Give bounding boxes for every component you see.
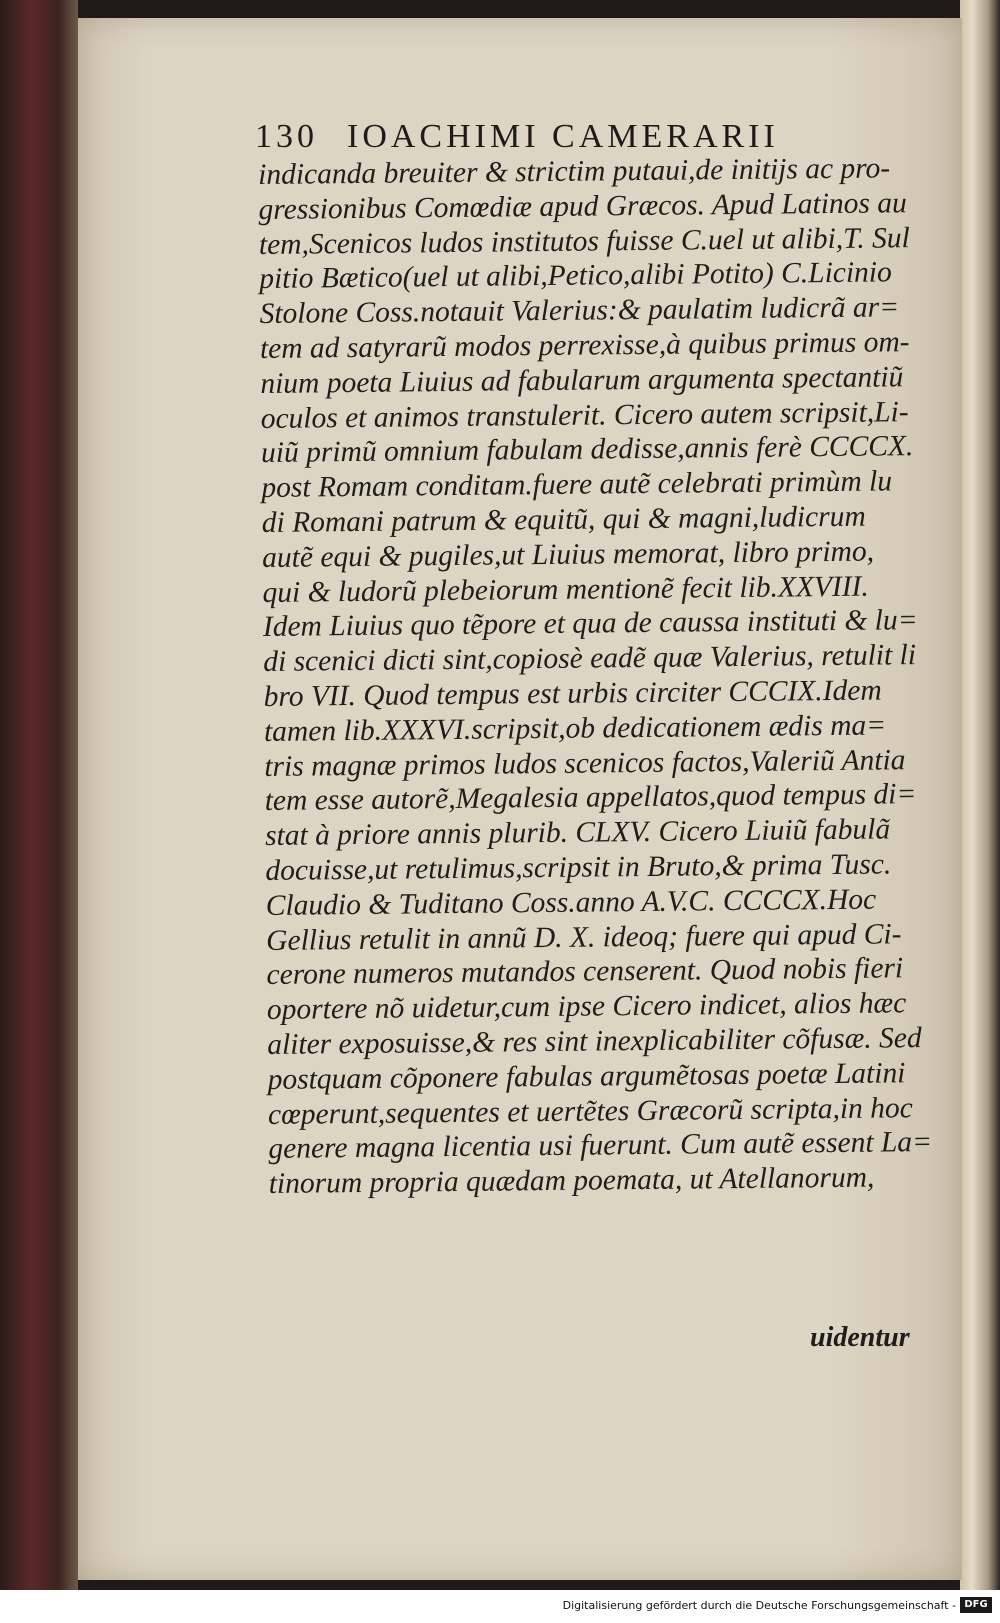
text-line: tem ad satyrarũ modos perrexisse,à quibus primus om‑ [259, 326, 910, 365]
text-line: tris magnæ primos ludos scenicos factos,Valeriũ Antia [264, 743, 906, 783]
page-number: 130 [255, 118, 318, 155]
text-line: cœperunt,sequentes et uertẽtes Græcorũ scripta,in hoc [267, 1091, 913, 1131]
text-line: postquam cõponere fabulas argumẽtosas poetæ Latini [267, 1056, 906, 1096]
running-title: IOACHIMI CAMERARII [347, 118, 779, 155]
text-line: post Romam conditam.fuere autẽ celebrati primùm lu [261, 465, 893, 505]
text-line: Gellius retulit in annũ D. X. ideoq; fuere qui apud Ci‑ [266, 917, 902, 957]
text-line: docuisse,ut retulimus,scripsit in Bruto,& prima Tusc. [265, 848, 892, 887]
text-line: autẽ equi & pugiles,ut Liuius memorat, libro primo, [262, 535, 875, 574]
text-line: genere magna licentia usi fuerunt. Cum autẽ essent La= [268, 1126, 933, 1166]
funding-credit: Digitalisierung gefördert durch die Deutsche Forschungsgemeinschaft - [562, 1599, 956, 1612]
page-fore-edge [960, 0, 1000, 1623]
text-line: indicanda breuiter & strictim putaui,de initijs ac pro‑ [258, 152, 891, 191]
text-line: Idem Liuius quo tẽpore et qua de caussa instituti & lu= [262, 604, 918, 644]
text-line: pitio Bætico(uel ut alibi,Petico,alibi Potito) C.Licinio [259, 256, 892, 296]
dfg-logo: DFG [960, 1597, 992, 1613]
text-line: cerone numeros mutandos censerent. Quod nobis fieri [266, 952, 904, 992]
catchword: uidentur [810, 1322, 910, 1353]
text-line: tinorum propria quædam poemata, ut Atellanorum, [268, 1161, 875, 1201]
digitization-footer [0, 1590, 1000, 1623]
text-line: bro VII. Quod tempus est urbis circiter CCCIX.Idem [263, 674, 882, 713]
text-line: aliter exposuisse,& res sint inexplicabiliter cõfusæ. Sed [267, 1022, 922, 1061]
book-binding-edge [0, 0, 78, 1623]
text-line: tem esse autorẽ,Megalesia appellatos,quod tempus di= [264, 778, 917, 818]
text-line: gressionibus Comœdiæ apud Græcos. Apud Latinos au [258, 187, 907, 226]
text-line: tem,Scenicos ludos institutos fuisse C.uel ut alibi,T. Sul [258, 221, 910, 261]
text-line: stat à priore annis plurib. CLXV. Cicero Liuiũ fabulã [264, 813, 891, 853]
text-line: uiũ primũ omnium fabulam dedisse,annis ferè CCCCX. [260, 430, 914, 470]
text-line: di scenici dicti sint,copiosè eadẽ quæ Valerius, retulit li [263, 639, 917, 679]
text-line: qui & ludorũ plebeiorum mentionẽ fecit lib.XXVIII. [262, 570, 869, 609]
text-line: Claudio & Tuditano Coss.anno A.V.C. CCCCX.Hoc [265, 883, 877, 922]
body-text [258, 151, 947, 1202]
text-line: oportere nõ uidetur,cum ipse Cicero indicet, alios hæc [266, 987, 907, 1027]
text-line: oculos et animos transtulerit. Cicero autem scripsit,Li‑ [260, 395, 909, 435]
text-line: di Romani patrum & equitũ, qui & magni,ludicrum [261, 500, 866, 539]
text-line: nium poeta Liuius ad fabularum argumenta spectantiũ [260, 361, 904, 400]
text-line: Stolone Coss.notauit Valerius:& paulatim ludicrã ar= [259, 291, 900, 331]
text-line: tamen lib.XXXVI.scripsit,ob dedicationem ædis ma= [263, 709, 887, 748]
